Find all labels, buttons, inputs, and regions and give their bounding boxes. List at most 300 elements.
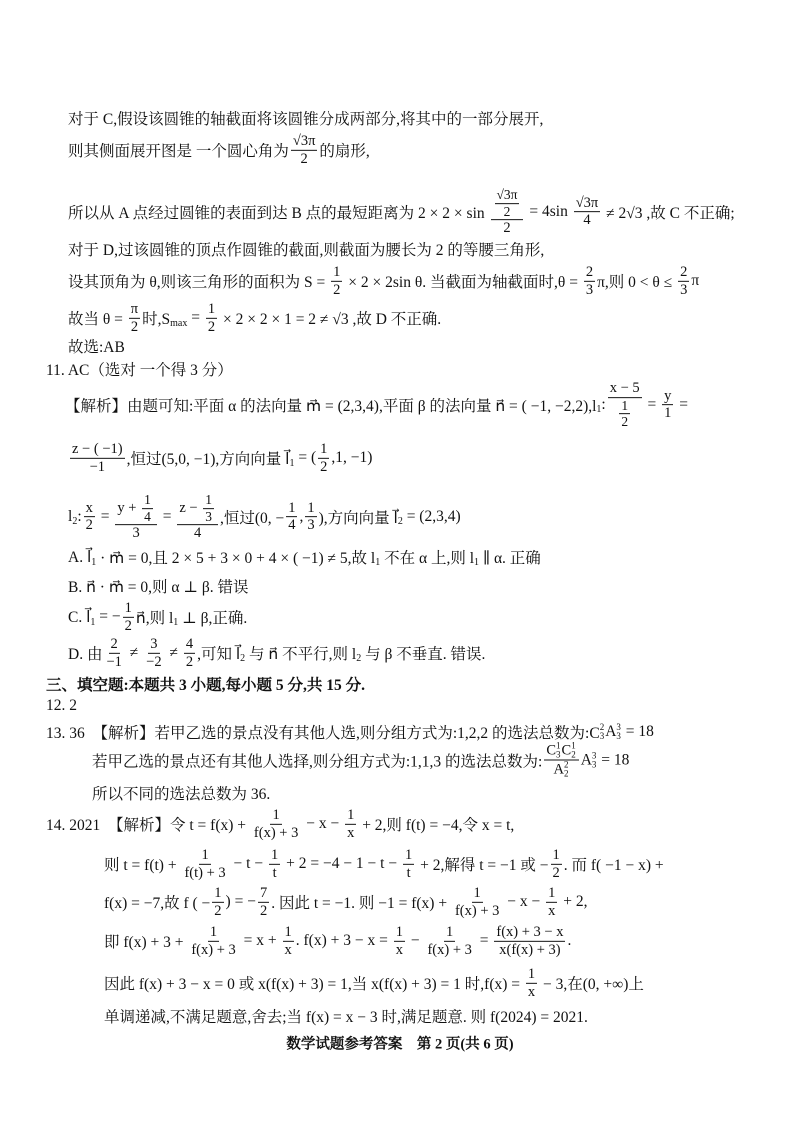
text-run: 不在 α 上,则 l [380, 550, 475, 567]
solution-line [104, 966, 644, 1000]
text-run: ) = − [225, 893, 256, 910]
fraction-numerator [584, 264, 595, 282]
text-run: 时,S [142, 311, 171, 328]
text-run: 【解析】由题可知:平面 α 的法向量 m⃗ = (2,3,4),平面 β 的法向量 n⃗ = ( −1, −2,2),l [65, 397, 597, 415]
text-run: . [567, 932, 572, 949]
text-run: : [77, 507, 82, 525]
text-run: 2 [259, 902, 268, 919]
fraction [258, 885, 269, 919]
fraction-numerator [491, 187, 524, 220]
fraction-denominator [502, 204, 513, 220]
text-run: A [580, 751, 592, 768]
text-run: f(x) + 3 − x [496, 923, 564, 940]
text-run: 1 [124, 599, 132, 616]
text-run: − t − [229, 855, 267, 872]
text-run: f(x) + 3 [427, 941, 472, 958]
text-run: , [299, 507, 304, 525]
fraction-numerator [394, 924, 405, 942]
fraction-denominator [258, 903, 269, 920]
fraction [84, 500, 95, 534]
question-12-answer [46, 697, 77, 715]
fraction-numerator [269, 847, 280, 865]
text-run: = 18 [597, 751, 630, 768]
text-run: ,恒过(5,0, −1),方向向量 l⃗ [126, 451, 290, 468]
text-run: . 因此 t = −1. 则 −1 = f(x) + [271, 895, 451, 912]
fraction-numerator [291, 133, 318, 151]
text-run: π [130, 300, 139, 317]
text-run: C [561, 742, 572, 759]
fraction [495, 187, 520, 219]
text-run: × 2 × 2 × 1 = 2 ≠ √3 ,故 D 不正确. [219, 311, 442, 328]
text-run: π,则 0 < θ ≤ [597, 274, 677, 291]
fraction-numerator [270, 807, 281, 825]
text-run: x [395, 941, 403, 958]
text-run: 4 [583, 212, 591, 229]
fraction [212, 885, 223, 919]
subscript: 2 [397, 516, 403, 528]
text-run: l [68, 507, 73, 525]
fraction-denominator [142, 509, 153, 525]
fraction-denominator [299, 151, 310, 168]
text-run: 故选:AB [68, 339, 125, 356]
text-run: C [546, 742, 557, 759]
text-run: + 2, [559, 893, 588, 910]
text-run: 12. 2 [46, 697, 77, 714]
subscript: max [170, 317, 188, 329]
option-b-line [68, 575, 249, 597]
text-run: ,恒过(0, − [219, 509, 285, 527]
option-d-line [68, 636, 485, 670]
text-run: 1 [201, 846, 209, 863]
text-run: −2 [146, 653, 162, 670]
fraction-denominator [130, 525, 141, 542]
text-run: 1 [320, 440, 328, 457]
text-run: 的扇形, [319, 143, 370, 160]
subscript: 2 [571, 749, 576, 760]
text-run: 单调递减,不满足题意,舍去;当 f(x) = x − 3 时,满足题意. 则 f(2024) = 2021. [104, 1009, 588, 1026]
text-run: C. l⃗ [68, 608, 91, 626]
fraction-numerator [544, 742, 578, 761]
super-subscript [592, 751, 597, 769]
text-run: A. l⃗ [68, 548, 92, 566]
solution-line [68, 187, 735, 237]
fraction-numerator [129, 301, 140, 319]
solution-line [68, 238, 544, 260]
text-run: 2 [585, 263, 594, 280]
text-run: 三、填空题:本题共 3 小题,每小题 5 分,共 15 分. [46, 677, 366, 694]
text-run: = ( [294, 449, 317, 466]
text-run: 1 [347, 806, 355, 823]
text-run: 1 [214, 884, 222, 901]
text-run: n⃗,则 l [135, 610, 174, 627]
text-run: f(x) = −7,故 f ( − [104, 895, 211, 912]
text-run: = [96, 507, 114, 525]
superscript: 2 [564, 759, 569, 770]
fraction-numerator [345, 807, 356, 825]
subscript: 2 [356, 652, 362, 664]
text-run: . 而 f( −1 − x) + [563, 857, 664, 874]
fraction [291, 133, 318, 167]
text-run: 1 [664, 405, 672, 422]
text-run: 2 [185, 653, 194, 670]
text-run: = (2,3,4) [402, 507, 461, 525]
text-run: 11. AC（选对 一个得 3 分） [46, 362, 233, 379]
super-subscript [556, 742, 561, 760]
text-run: 则其侧面展开图是 一个圆心角为 [68, 143, 289, 160]
fraction-numerator [199, 847, 210, 865]
fraction-denominator [394, 942, 405, 959]
solution-line [92, 742, 629, 779]
fraction [269, 847, 280, 881]
superscript: 3 [616, 722, 621, 732]
text-run: 所以从 A 点经过圆锥的表面到达 B 点的最短距离为 2 × 2 × sin [68, 204, 489, 222]
text-run: − 3,在(0, +∞)上 [539, 976, 644, 993]
solution-line [104, 885, 587, 919]
text-run: 7 [259, 884, 268, 901]
text-run: 1 [552, 846, 560, 863]
option-c-line [68, 600, 247, 634]
text-run: 因此 f(x) + 3 − x = 0 或 x(f(x) + 3) = 1,当 x(f(x) + 3) = 1 时,f(x) = [104, 976, 524, 993]
text-run: ∥ α. 正确 [479, 550, 541, 567]
text-run: 2 [214, 902, 222, 919]
fraction-denominator [144, 654, 163, 671]
text-run: t [406, 864, 411, 881]
super-subscript [571, 742, 576, 760]
solution-line [104, 1005, 588, 1027]
fraction-numerator [208, 924, 219, 942]
subscript: 1 [91, 556, 97, 568]
text-run: A [553, 761, 565, 778]
fraction-numerator [70, 441, 125, 459]
text-run: + 2 = −4 − 1 − t − [282, 855, 401, 872]
fraction-denominator [123, 618, 134, 635]
subscript: 3 [591, 759, 597, 769]
text-run: + 2,解得 t = −1 或 − [416, 857, 549, 874]
superscript: 1 [556, 740, 561, 751]
text-run: 2 [130, 318, 139, 335]
text-run: 1 [207, 300, 216, 317]
text-run: = [187, 309, 204, 326]
fraction [177, 492, 218, 542]
fraction-numerator [574, 195, 601, 213]
text-run: √3π [292, 132, 316, 149]
text-run: = [158, 507, 176, 525]
fraction-numerator [318, 441, 329, 459]
fraction [526, 966, 537, 1000]
text-run: f(t) + 3 [184, 864, 226, 881]
fraction-numerator [472, 885, 483, 903]
text-run: z − ( −1) [72, 440, 123, 457]
fraction [546, 885, 557, 919]
page-footer: 数学试题参考答案 第 2 页(共 6 页) [286, 1036, 514, 1053]
text-run: B. n⃗ · m⃗ = 0,则 α ⊥ β. 错误 [68, 579, 249, 596]
text-run: − x − [503, 893, 545, 910]
fraction [189, 924, 237, 958]
text-run: 1 [395, 923, 403, 940]
text-run: 1 [270, 846, 279, 863]
text-run: 对于 C,假设该圆锥的轴截面将该圆锥分成两部分,将其中的一部分展开, [68, 111, 544, 128]
fraction-numerator [212, 885, 223, 903]
fraction-numerator [148, 636, 159, 654]
solution-line [68, 335, 125, 357]
subscript: 1 [596, 404, 602, 416]
text-run: 13. 36 【解析】若甲乙选的景点没有其他人选,则分组方式为:1,2,2 的选法总数为:C [46, 725, 600, 742]
fraction-numerator [258, 885, 269, 903]
text-run: 2 [621, 414, 629, 430]
text-run: − x − [302, 815, 344, 832]
solution-line [68, 301, 441, 335]
fraction-denominator [104, 654, 123, 671]
fraction [252, 807, 300, 841]
text-run: 则 t = f(t) + [104, 857, 181, 874]
text-run: . f(x) + 3 − x = [295, 932, 392, 949]
fraction-denominator [497, 942, 562, 959]
solution-line [92, 782, 270, 804]
subscript: 3 [599, 731, 605, 741]
fraction [305, 500, 316, 534]
text-run: 与 n⃗ 不平行,则 l [245, 646, 357, 663]
solution-line [68, 264, 699, 298]
subscript: 3 [556, 749, 561, 760]
subscript: 1 [289, 457, 295, 469]
text-run: × 2 × 2sin θ. 当截面为轴截面时,θ = [344, 274, 582, 291]
text-run: 3 [150, 635, 158, 652]
fraction-numerator [331, 264, 342, 282]
fraction-denominator [318, 459, 329, 476]
text-run: 3 [680, 281, 688, 298]
text-run: = − [95, 608, 121, 625]
text-run: 1 [205, 492, 212, 508]
text-run: ⊥ β,正确. [178, 610, 248, 627]
fraction [403, 847, 414, 881]
text-run: 2 [503, 220, 511, 237]
fraction-denominator [615, 398, 634, 430]
fraction [544, 742, 578, 779]
fraction [619, 398, 630, 430]
text-run: − [406, 932, 424, 949]
text-run: x [347, 824, 355, 841]
fraction-denominator [581, 212, 592, 229]
fraction-numerator [662, 388, 673, 406]
question-13-answer [46, 721, 654, 743]
question-14-answer [46, 807, 514, 841]
fraction-denominator [283, 942, 294, 959]
fraction [142, 492, 153, 524]
fraction-numerator [123, 600, 134, 618]
fraction-denominator [212, 903, 223, 920]
text-run: = [475, 932, 493, 949]
fraction-numerator [494, 924, 565, 942]
fraction-denominator [552, 761, 572, 779]
text-run: 即 f(x) + 3 + [104, 934, 188, 951]
fraction-numerator [142, 492, 153, 509]
solution-line [65, 380, 688, 430]
fraction-denominator [662, 405, 673, 422]
fraction-numerator [115, 492, 156, 525]
text-run: x [527, 983, 536, 1000]
text-run: ≠ [125, 644, 143, 661]
subscript: 1 [90, 616, 96, 628]
fraction-numerator [84, 500, 95, 518]
fraction [662, 388, 673, 422]
text-run: ,1, −1) [331, 449, 373, 466]
text-run: 2 [124, 617, 132, 634]
text-run: 设其顶角为 θ,则该三角形的面积为 S = [68, 274, 330, 291]
text-run: D. 由 [68, 646, 103, 663]
text-run: = 4sin [525, 202, 572, 220]
text-run: 若甲乙选的景点还有其他人选择,则分组方式为:1,1,3 的选法总数为: [92, 753, 543, 770]
super-subscript [616, 723, 621, 741]
fraction-denominator [546, 903, 557, 920]
text-run: 2 [300, 150, 308, 167]
text-run: x [548, 902, 556, 919]
fraction [283, 924, 294, 958]
text-run: π [691, 272, 700, 289]
fraction-denominator [286, 517, 297, 534]
fraction-denominator [252, 825, 300, 842]
section-heading [46, 673, 365, 695]
text-run: · m⃗ = 0,且 2 × 5 + 3 × 0 + 4 × ( −1) ≠ 5,故 l [96, 550, 376, 567]
text-run: : [601, 395, 606, 413]
text-run: 1 [446, 923, 454, 940]
fraction [584, 264, 595, 298]
fraction-denominator [526, 984, 537, 1001]
subscript: 2 [564, 768, 569, 779]
subscript: 1 [173, 616, 179, 628]
option-a-line [68, 546, 541, 568]
fraction-denominator [192, 525, 203, 542]
superscript: 2 [599, 722, 605, 732]
text-run: 1 [621, 397, 629, 413]
fraction-numerator [203, 492, 214, 509]
text-run: 故当 θ = [68, 311, 127, 328]
text-run: ≠ 2√3 ,故 C 不正确; [602, 204, 735, 222]
text-run: 2 [680, 263, 688, 280]
text-run: + 2,则 f(t) = −4,令 x = t, [358, 817, 515, 834]
text-run: f(x) + 3 [454, 902, 500, 919]
fraction [425, 924, 473, 958]
fraction-denominator [405, 865, 413, 882]
text-run: 14. 2021 【解析】令 t = f(x) + [46, 817, 250, 834]
fraction-denominator [88, 459, 107, 476]
solution-line [104, 847, 664, 881]
fraction [394, 924, 405, 958]
fraction-denominator [84, 517, 95, 534]
text-run: x(f(x) + 3) [499, 941, 561, 958]
fraction-denominator [619, 414, 630, 430]
text-run: −1 [89, 458, 105, 475]
fraction-denominator [584, 282, 595, 299]
subscript: 1 [375, 556, 381, 568]
fraction [318, 441, 329, 475]
text-run: t [272, 864, 277, 881]
fraction [203, 492, 214, 524]
text-run: 4 [185, 635, 194, 652]
fraction [331, 264, 342, 298]
solution-line [68, 107, 543, 129]
text-run: 1 [548, 884, 556, 901]
fraction-numerator [608, 380, 642, 398]
text-run: 2 [333, 281, 341, 298]
fraction [678, 264, 689, 298]
text-run: 1 [144, 492, 151, 508]
solution-line [68, 441, 372, 475]
text-run: 4 [288, 517, 296, 534]
text-run: ),方向向量 l⃗ [318, 509, 398, 527]
text-run: √3π [575, 194, 599, 211]
fraction-denominator [453, 903, 501, 920]
text-run: 3 [585, 281, 594, 298]
fraction-denominator [189, 942, 237, 959]
text-run: = x + [239, 932, 281, 949]
fraction-denominator [425, 942, 473, 959]
fraction [182, 847, 227, 881]
text-run: −1 [106, 653, 122, 670]
fraction-numerator [184, 636, 195, 654]
fraction [129, 301, 140, 335]
question-11-answer [46, 358, 233, 380]
fraction-numerator [678, 264, 689, 282]
subscript: 3 [616, 731, 621, 741]
fraction [184, 636, 195, 670]
super-subscript [600, 723, 605, 741]
solution-line [104, 924, 571, 958]
fraction [494, 924, 565, 958]
fraction-denominator [551, 865, 562, 882]
fraction-numerator [286, 500, 297, 518]
text-run: 4 [194, 525, 202, 542]
fraction [551, 847, 562, 881]
fraction [574, 195, 601, 229]
text-run: 4 [144, 508, 151, 524]
fraction-numerator [619, 398, 630, 415]
fraction [206, 301, 217, 335]
text-run: x [85, 499, 93, 516]
fraction [345, 807, 356, 841]
superscript: 1 [571, 740, 576, 751]
fraction-denominator [271, 865, 279, 882]
fraction-numerator [206, 301, 217, 319]
text-run: ,可知 l⃗ [197, 646, 241, 663]
text-run: 1 [284, 923, 292, 940]
fraction [123, 600, 134, 634]
fraction-numerator [551, 847, 562, 865]
text-run: = 18 [621, 723, 654, 740]
superscript: 3 [591, 750, 597, 760]
fraction [491, 187, 524, 237]
text-run: = [675, 395, 689, 413]
fraction-numerator [177, 492, 218, 525]
text-run: x [284, 941, 292, 958]
fraction-numerator [495, 187, 520, 204]
fraction [144, 636, 163, 670]
text-run: 3 [132, 525, 140, 542]
text-run: A [605, 723, 617, 740]
solution-line [68, 492, 461, 542]
fraction [608, 380, 642, 430]
text-run: f(x) + 3 [191, 941, 236, 958]
fraction-denominator [331, 282, 342, 299]
fraction [115, 492, 156, 542]
fraction-denominator [206, 319, 217, 336]
text-run: 1 [272, 806, 280, 823]
fraction-denominator [345, 825, 356, 842]
text-run: 所以不同的选法总数为 36. [92, 786, 271, 803]
fraction [70, 441, 125, 475]
text-run: 2 [110, 635, 118, 652]
text-run: 1 [209, 923, 218, 940]
text-run: 2 [207, 318, 216, 335]
